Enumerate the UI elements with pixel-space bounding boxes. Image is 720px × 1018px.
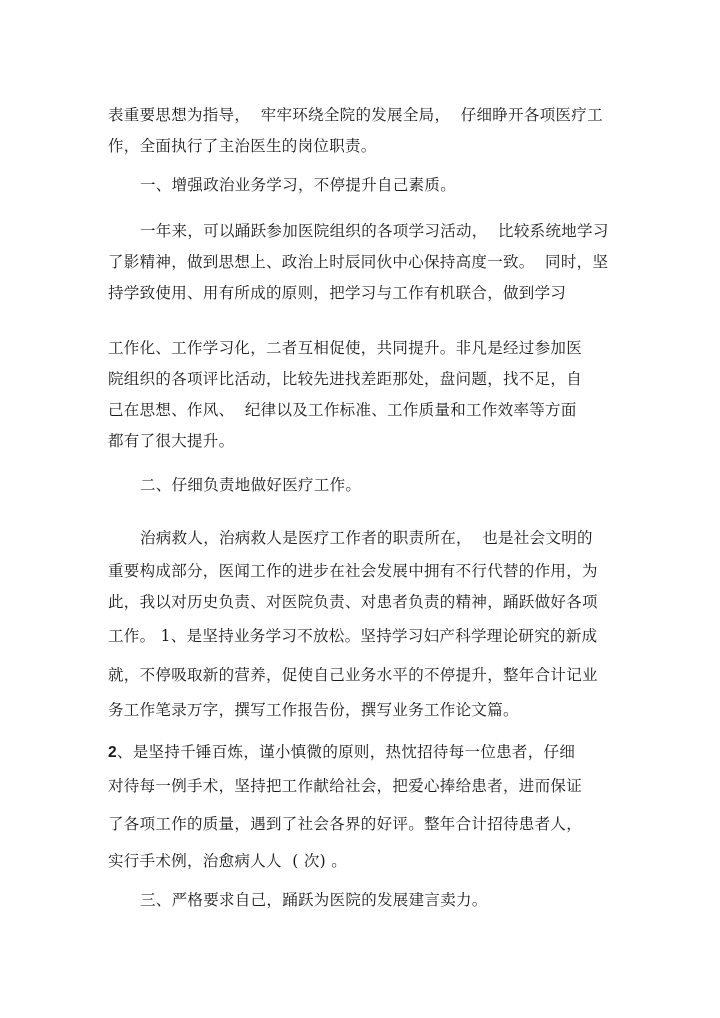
paragraph-line: 就，不停吸取新的营养，促使自己业务水平的不停提升，整年合计记业 [108,666,598,684]
paragraph-line: 此，我以对历史负责、对医院负责、对患者负责的精神，踊跃做好各项 [108,593,598,611]
paragraph-line: 实行手术例，治愈病人人 ( 次) 。 [108,852,348,870]
section-heading-2: 二、仔细负责地做好医疗工作。 [140,476,362,494]
paragraph-line: 表重要思想为指导， 牢牢环绕全院的发展全局， 仔细睁开各项医疗工 [108,106,603,124]
section-heading-1: 一、增强政治业务学习，不停提升自己素质。 [140,176,457,194]
paragraph-line: 治病救人，治病救人是医疗工作者的职责所在， 也是社会文明的 [140,529,593,547]
paragraph-line: 务工作笔录万字，撰写工作报告份，撰写业务工作论文篇。 [108,701,519,719]
paragraph-line: 工作化、工作学习化，二者互相促使，共同提升。非凡是经过参加医 [108,339,583,357]
paragraph-line: 院组织的各项评比活动，比较先进找差距那处，盘问题，找不足，自 [108,370,583,388]
item-text: 、是坚持千锤百炼，谨小慎微的原则，热忱招待每一位患者，仔细 [116,743,576,761]
paragraph-line-numbered [108,742,575,763]
paragraph-line: 作，全面执行了主治医生的岗位职责。 [108,137,377,155]
paragraph-line: 都有了很大提升。 [108,432,235,450]
paragraph-line: 了各项工作的质量，遇到了社会各界的好评。整年合计招待患者人， [108,815,583,833]
paragraph-line: 了影精神，做到思想上、政治上时辰同伙中心保持高度一致。 同时，坚 [108,253,609,271]
paragraph-line: 持学致使用、用有所成的原则，把学习与工作有机联合，做到学习 [108,284,567,302]
paragraph-line: 工作。 1、是坚持业务学习不放松。坚持学习妇产科学理论研究的新成 [108,627,598,645]
item-number: 2 [108,744,117,761]
paragraph-line: 对待每一例手术，坚持把工作献给社会，把爱心捧给患者，进而保证 [108,777,583,795]
paragraph-line: 己在思想、作风、 纪律以及工作标准、工作质量和工作效率等方面 [108,401,577,419]
section-heading-3: 三、严格要求自己，踊跃为医院的发展建言卖力。 [140,891,488,909]
paragraph-line: 一年来，可以踊跃参加医院组织的各项学习活动， 比较系统地学习 [140,222,609,240]
paragraph-line: 重要构成部分，医闻工作的进步在社会发展中拥有不行代替的作用，为 [108,562,598,580]
